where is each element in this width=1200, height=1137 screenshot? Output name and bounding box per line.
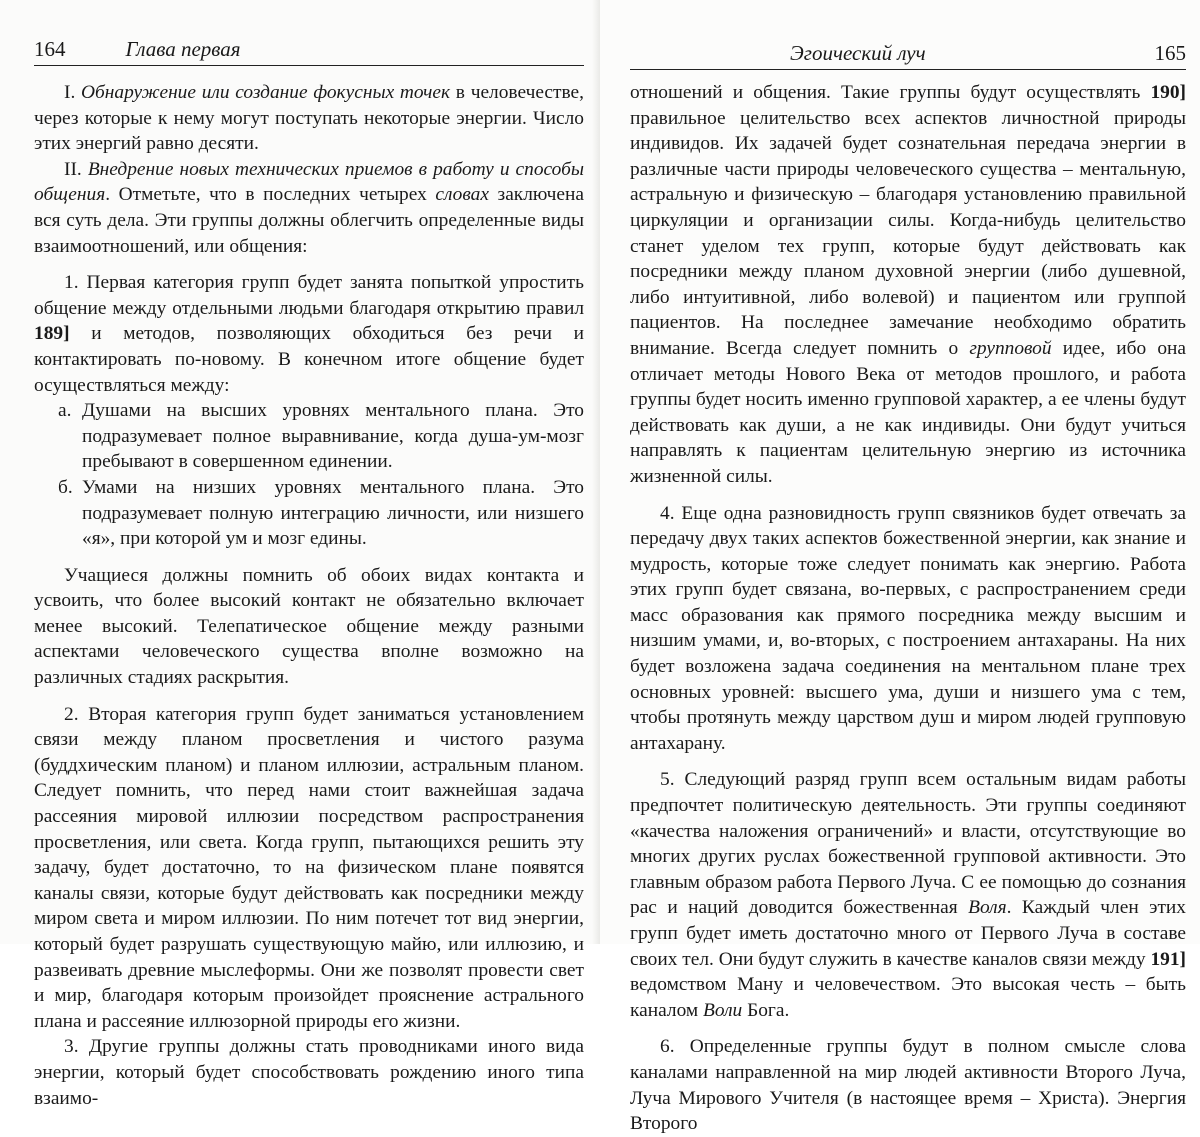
- paragraph: [34, 80, 584, 157]
- text-run: II.: [64, 158, 88, 180]
- text-run: 2. Вторая категория групп будет заниматься установлением связи между планом просветления и чистого разума (буддхическим планом) и планом иллюзии, астральным планом. Следует помнить, что перед нами стоит важнейшая задача рассеяния мировой иллюзии посредством распространения просветления, или света. Когда групп, пытающихся решить эту задачу, будет достаточно, то на физическом плане появятся каналы связи, которые будут действовать как посредники между миром света и миром иллюзии. По ним потечет тот вид энергии, который будет разрушать существующую майю, или иллюзию, и развеивать древние мыслеформы. Они же позволят провести свет и мир, благодаря которым произойдет прояснение астрального плана и рассеяние иллюзорной природы его жизни.: [34, 703, 584, 1032]
- right-running-head: [630, 40, 1186, 70]
- text-run: словах: [435, 184, 489, 206]
- text-run: Обнаружение или создание фокусных точек: [81, 82, 451, 103]
- text-run: 3. Другие группы должны стать проводниками иного вида энергии, который будет способствовать рождению иного типа взаимо-: [34, 1036, 584, 1109]
- right-page: [600, 0, 1200, 1135]
- text-run: Внедрение новых технических приемов в работу и способы общения: [34, 158, 584, 206]
- text-run: групповой: [969, 337, 1052, 359]
- left-running-head: [34, 36, 584, 66]
- page-marker: 190]: [1150, 82, 1186, 103]
- text-run: заключена вся суть дела. Эти группы должны облегчить определенные виды взаимоотношений, или общения:: [34, 184, 584, 257]
- paragraph: [630, 501, 1186, 757]
- text-run: I.: [64, 82, 82, 103]
- list-item: [34, 398, 584, 475]
- list-item: [34, 475, 584, 552]
- running-title: Глава первая: [125, 37, 241, 61]
- page-marker: 189]: [34, 323, 70, 345]
- right-body-text: [630, 80, 1186, 1137]
- text-run: . Отметьте, что в последних четырех: [105, 184, 436, 206]
- text-run: ведомством Ману и человечеством. Это высокая честь – быть каналом: [630, 974, 1186, 1021]
- text-run: в человечестве, через которые к нему могут поступать некоторые энергии. Число этих энергий равно десяти.: [34, 82, 585, 155]
- text-run: 4. Еще одна разновидность групп связников будет отвечать за передачу двух таких аспектов божественной энергии, как знание и мудрость, которые тоже следует понимать как энергию. Работа этих групп будет связана, во-первых, с распространением среди масс образования как прямого посредника между высшим и низшим умами, и, во-вторых, с построением антахараны. На них будет возложена задача соединения на ментальном плане трех основных уровней: высшего ума, души и низшего ума с тем, чтобы протянуть между царством душ и миром людей групповую антахарану.: [630, 502, 1186, 754]
- paragraph: [34, 563, 584, 691]
- paragraph: [34, 702, 584, 1035]
- paragraph: [34, 270, 584, 398]
- list-marker: а.: [58, 400, 72, 422]
- text-run: Воли: [703, 999, 743, 1021]
- text-run: 1. Первая категория групп будет занята попыткой упростить общение между отдельными людьми благодаря открытию правил: [34, 272, 584, 319]
- text-run: Учащиеся должны помнить об обоих видах контакта и усвоить, что более высокий контакт не обязательно включает менее высокий. Телепатическое общение между разными аспектами человеческого существа вполне возможно на различных стадиях раскрытия.: [34, 564, 584, 689]
- text-run: Бога.: [742, 999, 790, 1021]
- left-body-text: [34, 80, 584, 1111]
- list-marker: б.: [58, 476, 73, 498]
- text-run: правильное целительство всех аспектов личностной природы индивидов. Их задачей будет сознательная передача энергии в различные части природы человеческого существа – ментальную, астральную и физическую – благодаря установлению правильной циркуляции и организации силы. Когда-нибудь целительство станет уделом тех групп, которые будут действовать как посредники между планом духовной энергии (либо душевной, либо интуитивной, либо волевой) и пациентом или группой пациентов. На последнее замечание необходимо обратить внимание. Всегда следует помнить о: [630, 107, 1186, 359]
- text-run: и методов, позволяющих обходиться без речи и контактировать по-новому. В конечном итоге общение будет осуществляться между:: [34, 323, 584, 396]
- left-page: [0, 0, 600, 1109]
- text-run: 5. Следующий разряд групп всем остальным видам работы предпочтет политическую деятельность. Эти группы соединяют «качества наложения ограничений» и власти, отсутствующие во многих других руслах божественной групповой активности. Это главным образом работа Первого Луча. С ее помощью до сознания рас и наций доводится божественная: [630, 769, 1186, 919]
- text-run: Воля: [968, 897, 1007, 919]
- text-run: 6. Определенные группы будут в полном смысле слова каналами направленной на мир людей активности Второго Луча, Луча Мирового Учителя (в настоящее время – Христа). Энергия Второго: [630, 1036, 1186, 1135]
- paragraph: [34, 1034, 584, 1111]
- text-run: идее, ибо она отличает методы Нового Века от методов прошлого, и работа группы будет носить именно групповой характер, а ее члены будут действовать как души, а не как индивиды. Они будут учиться направлять к пациентам целительную энергию из источника жизненной силы.: [630, 337, 1187, 487]
- text-run: Душами на высших уровнях ментального плана. Это подразумевает полное выравнивание, когда душа-ум-мозг пребывают в совершенном единении.: [82, 400, 584, 473]
- running-title: Эгоический луч: [790, 41, 926, 65]
- paragraph: [34, 157, 584, 259]
- page-number: 165: [1154, 41, 1186, 65]
- paragraph: [630, 767, 1186, 1023]
- page-marker: 191]: [1150, 948, 1186, 970]
- text-run: отношений и общения. Такие группы будут осуществлять: [630, 82, 1151, 103]
- text-run: Умами на низших уровнях ментального плана. Это подразумевает полную интеграцию личности, или низшего «я», при которой ум и мозг едины.: [82, 476, 584, 550]
- paragraph: [630, 80, 1186, 490]
- paragraph: [630, 1034, 1186, 1136]
- text-run: . Каждый член этих групп будет иметь достаточно много от Первого Луча в составе своих тел. Они будут служить в качестве каналов связи между: [630, 897, 1187, 970]
- page-number: 164: [34, 37, 66, 61]
